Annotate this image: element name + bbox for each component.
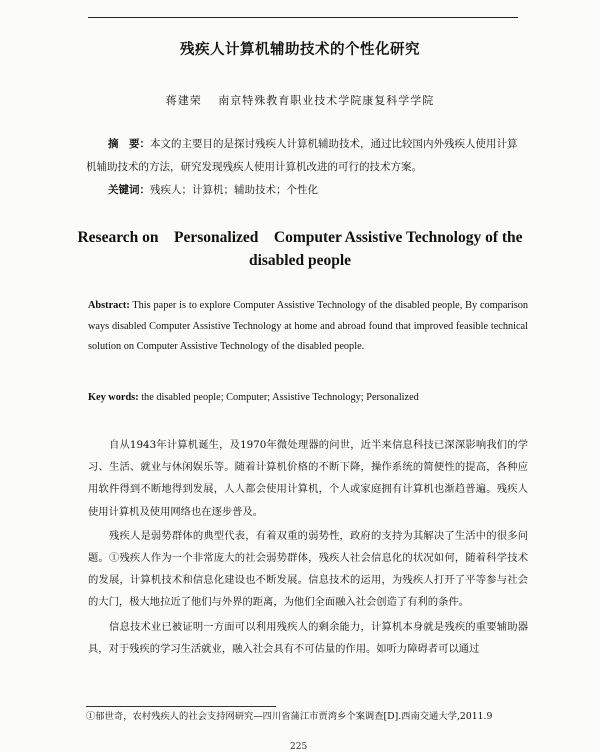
body-text [88,434,528,662]
body-paragraph-1: 自从1943年计算机诞生，及1970年微处理器的问世，近半来信息科技已深深影响我们的学习、生活、就业与休闲娱乐等。随着计算机价格的不断下降，操作系统的简便性的提高，各种应用软件得到不断地得到发展，人人都会使用计算机，个人或家庭拥有计算机也渐趋普遍。残疾人使用计算机及使用网络也在逐步普及。 [88,439,528,518]
keywords-en [88,392,528,403]
abstract-en-text: This paper is to explore Computer Assistive Technology of the disabled people, By comparison ways disabled Computer Assistive Technology at home and abroad found that improved feasible technical solution on Computer Assistive Technology of the disabled people. [88,300,528,352]
keywords-cn-text: 残疾人；计算机；辅助技术；个性化 [150,184,318,196]
keywords-cn [108,182,528,197]
abstract-en [88,296,528,358]
keywords-en-label: Key words: [88,392,139,403]
paper-title-en: Research on Personalized Computer Assistive Technology of the disabled people [77,229,523,269]
abstract-en-label: Abstract: [88,300,130,311]
abstract-cn [86,133,526,179]
body-paragraph-2: 残疾人是弱势群体的典型代表，有着双重的弱势性，政府的支持为其解决了生活中的很多问题。①残疾人作为一个非常庞大的社会弱势群体，残疾人社会信息化的状况如何，随着科学技术的发展，计算机技术和信息化建设也不断发展。信息技术的运用，为残疾人打开了平等参与社会的大门，极大地拉近了他们与外界的距离，为他们全面融入社会创造了有利的条件。 [88,529,528,609]
footnote-rule [86,706,276,707]
keywords-cn-label: 关键词： [108,184,150,196]
body-paragraph-3: 信息技术业已被证明一方面可以利用残疾人的剩余能力，计算机本身就是残疾的重要辅助器具，对于残疾的学习生活就业，融入社会具有不可估量的作用。如听力障碍者可以通过 [88,620,528,655]
header-rule [88,17,518,18]
footnote: ①郁世奇，农村残疾人的社会支持网研究—四川省蒲江市贾湾乡个案调查[D].西南交通大学,2011.9 [86,711,493,722]
abstract-cn-text: 本文的主要目的是探讨残疾人计算机辅助技术，通过比较国内外残疾人使用计算机辅助技术的方法，研究发现残疾人使用计算机改进的可行的技术方案。 [86,138,518,173]
keywords-en-text: the disabled people; Computer; Assistive Technology; Personalized [138,392,419,403]
author-line [0,92,600,108]
author-affiliation: 南京特殊教育职业技术学院康复科学学院 [218,94,435,107]
abstract-cn-label: 摘 要： [108,138,150,150]
paper-title-cn: 残疾人计算机辅助技术的个性化研究 [180,42,420,58]
page-number: 225 [290,742,308,752]
author-name: 蒋建荣 [165,94,202,107]
